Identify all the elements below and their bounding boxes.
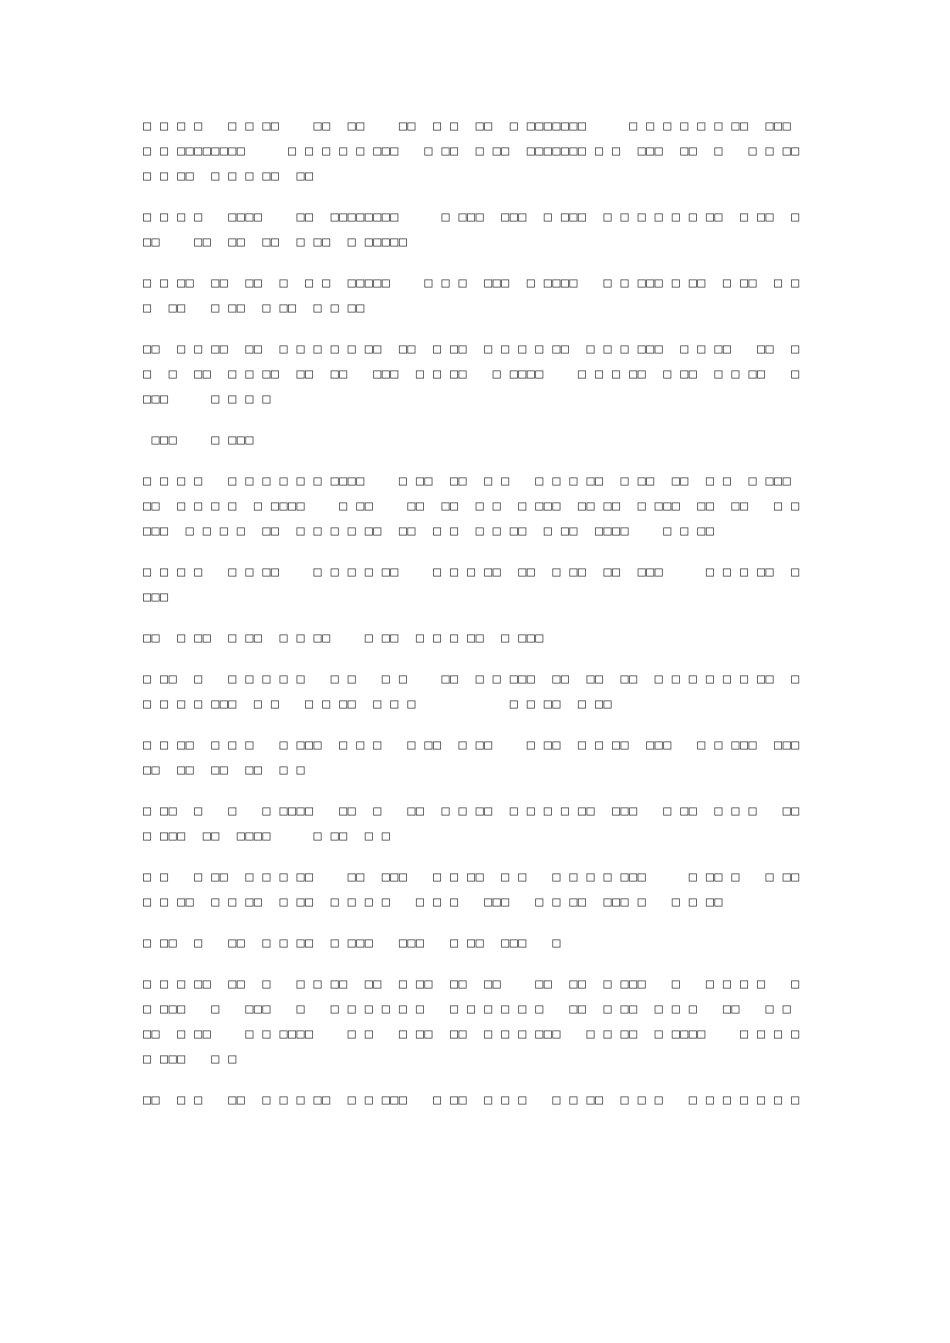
paragraph-3: □ □ □□ □□ □□ □ □ □ □□□□□ □ □ □ □□□ □ □□□□ □ □ □□□ □ □□ □ □□ □ □□ □□ □ □□ □ □□ □ □ □□ — [143, 275, 800, 316]
paragraph-10: □ □ □□ □ □ □ □ □□□ □ □ □ □ □□ □ □□ □ □□ □ □ □□ □□□ □ □ □□□ □□□ □□ □□ □□ □□ □ □ — [143, 737, 817, 778]
paragraph-1: □ □ □ □ □ □ □□ □□ □□ □□ □ □ □□ □ □□□□□□□ □ □ □ □ □ □ □□ □□□ □ □ □□□□□□□□ □ □ □ □ □ □□□ □ □□ □ □□ □□□□□□□ □ □ □□□ □□ □ □ □ □□ □ □ □□ □ □ □ □□ □□ — [143, 118, 817, 184]
paragraph-12: □ □ □ □□ □ □ □ □□ □□ □□□ □ □ □□ □ □ □ □ □ □ □□□ □ □□ □ □ □□ □ □ □□ □ □ □□ □ □□ □ □ □ □ □ □ □ □□□ □ □ □□ □□□ □ □ □ □□ — [143, 869, 817, 910]
paragraph-5: □□□ □ □□□ — [143, 432, 254, 448]
paragraph-6: □ □ □ □ □ □ □ □ □ □ □□□□ □ □□ □□ □ □ □ □ □ □□ □ □□ □□ □ □ □ □□□ □□ □ □ □ □ □ □□□□ □ □□ □□ □□ □ □ □ □□□ □□ □□ □ □□□ □□ □□ □ □ □□□ □ □ □ □ □□ □ □ □ □ □□ □□ □ □ □ □ □□ □ □□ □□□□ □ □ □□ — [143, 473, 809, 539]
paragraph-7: □ □ □ □ □ □ □□ □ □ □ □ □□ □ □ □ □□ □□ □ □□ □□ □□□ □ □ □ □□ □□□□ — [143, 564, 800, 605]
document-body — [143, 114, 817, 1129]
paragraph-4: □□ □ □ □□ □□ □ □ □ □ □ □□ □□ □ □□ □ □ □ □ □□ □ □ □ □□□ □ □ □□ □□ □□ □ □□ □ □ □□ □□ □□ □□□ □ □ □□ □ □□□□ □ □ □ □□ □ □□ □ □ □□ □ □□□ □ □ □ □ — [143, 341, 809, 407]
paragraph-9: □ □□ □ □ □ □ □ □ □ □ □ □ □□ □ □ □□□ □□ □□ □□ □ □ □ □ □ □ □□ □ □ □ □ □ □□□ □ □ □ □ □□ □ □ □ □ □ □□ □ □□ — [143, 671, 809, 712]
paragraph-11: □ □□ □ □ □ □□□□ □□ □ □□ □ □ □□ □ □ □ □ □□ □□□ □ □□ □ □ □ □□ □ □□□ □□ □□□□ □ □□ □ □ — [143, 803, 817, 844]
paragraph-8: □□ □ □□ □ □□ □ □ □□ □ □□ □ □ □ □□ □ □□□ — [143, 630, 544, 646]
paragraph-15: □□ □ □ □□ □ □ □ □□ □ □ □□□ □ □□ □ □ □ □ □ □□ □ □ □ □ □ □ □ □ □ □ — [143, 1092, 800, 1108]
paragraph-2: □ □ □ □ □□□□ □□ □□□□□□□□ □ □□□ □□□ □ □□□ □ □ □ □ □ □ □□ □ □□ □□□ □□ □□ □□ □ □□ □ □□□□□ — [143, 209, 800, 250]
paragraph-14: □ □ □ □□ □□ □ □ □ □□ □□ □ □□ □□ □□ □□ □□ □ □□□ □ □ □ □ □ □ □ □□□ □ □□□ □ □ □ □ □ □ □ □ □ □ □ □ □ □□ □ □□ □ □ □ □□ □ □ □□ □ □□ □ □ □□□□ □ □ □ □□ □□ □ □ □ □□□ □ □ □□ □ □□□□ □ □ □ □ □ □□□ □ □ — [143, 976, 809, 1067]
paragraph-13: □ □□ □ □□ □ □ □□ □ □□□ □□□ □ □□ □□□ □ — [143, 935, 561, 951]
